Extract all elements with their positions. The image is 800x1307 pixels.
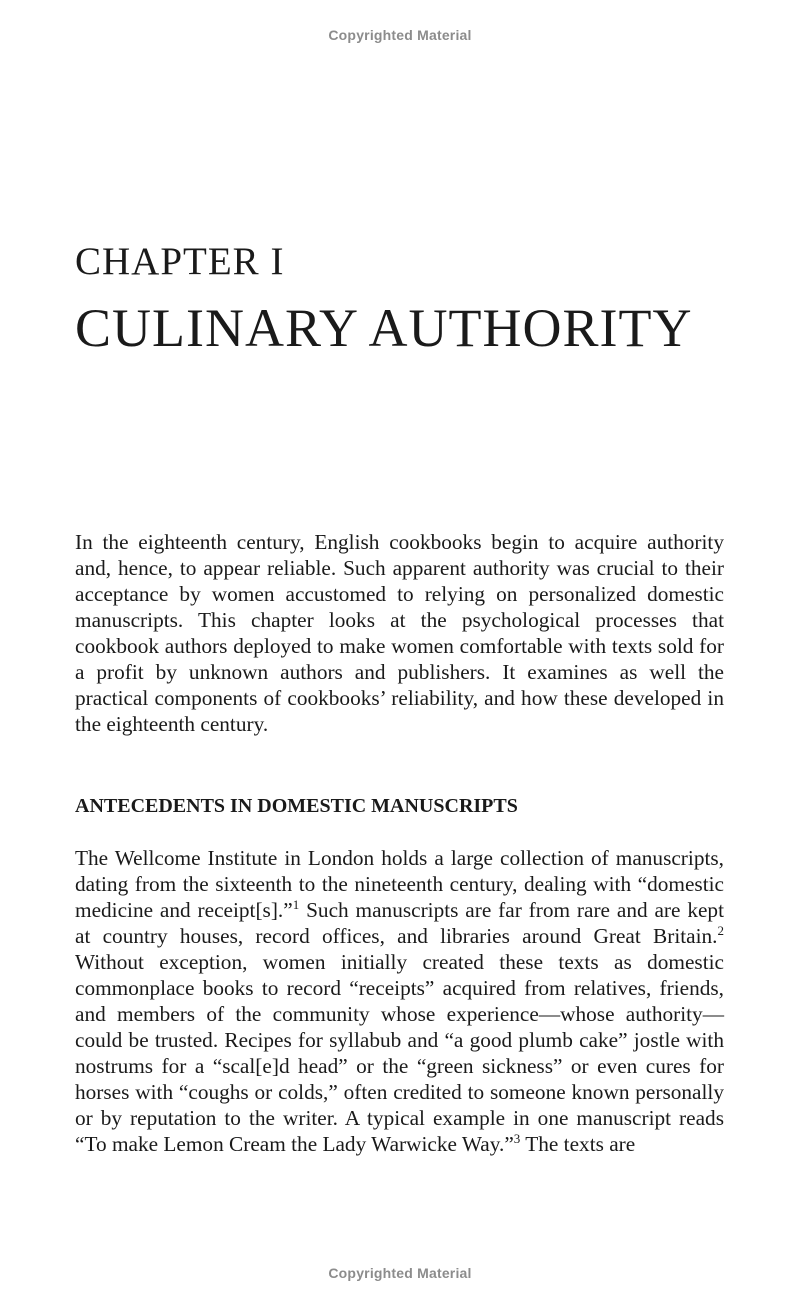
intro-paragraph: In the eighteenth century, English cookbooks begin to acquire authority and, hence, to appear reliable. Such apparent authority was crucial to their acceptance by women accustomed to relying on personalized domestic manuscripts. This chapter looks at the psychological processes that cookbook authors deployed to make women comfortable with texts sold for a profit by unknown authors and publishers. It examines as well the practical components of cookbooks’ reliability, and how these developed in the eighteenth century. [75, 530, 724, 736]
paragraph-text-segment: Without exception, women initially created these texts as domestic commonplace books to record “receipts” acquired from relatives, friends, and members of the community whose experience—whose authority—could be trusted. Recipes for syllabub and “a good plumb cake” jostle with nostrums for a “scal[e]d head” or the “green sickness” or even cures for horses with “coughs or colds,” often credited to someone known personally or by reputation to the writer. A typical example in one manuscript reads “To make Lemon Cream the Lady Warwicke Way.” [75, 950, 724, 1156]
copyright-watermark-top: Copyrighted Material [328, 27, 472, 43]
copyright-watermark-bottom: Copyrighted Material [328, 1265, 472, 1281]
paragraph-text-segment: The texts are [520, 1132, 636, 1156]
footnote-ref-1[interactable]: 1 [292, 897, 300, 912]
chapter-title: CULINARY AUTHORITY [75, 298, 693, 358]
chapter-number: CHAPTER I [75, 240, 285, 283]
paragraph-text-segment: The Wellcome Institute in London holds a large collection of manuscripts, dating from the sixteenth to the nineteenth century, dealing with “domestic medicine and receipt[s].” [75, 846, 724, 922]
footnote-ref-2[interactable]: 2 [717, 923, 724, 938]
section-paragraph [75, 845, 724, 1157]
section-heading: ANTECEDENTS IN DOMESTIC MANUSCRIPTS [75, 795, 518, 817]
footnote-ref-3[interactable]: 3 [513, 1131, 521, 1146]
paragraph-text-segment: Such manuscripts are far from rare and are kept at country houses, record offices, and libraries around Great Britain. [75, 898, 725, 948]
